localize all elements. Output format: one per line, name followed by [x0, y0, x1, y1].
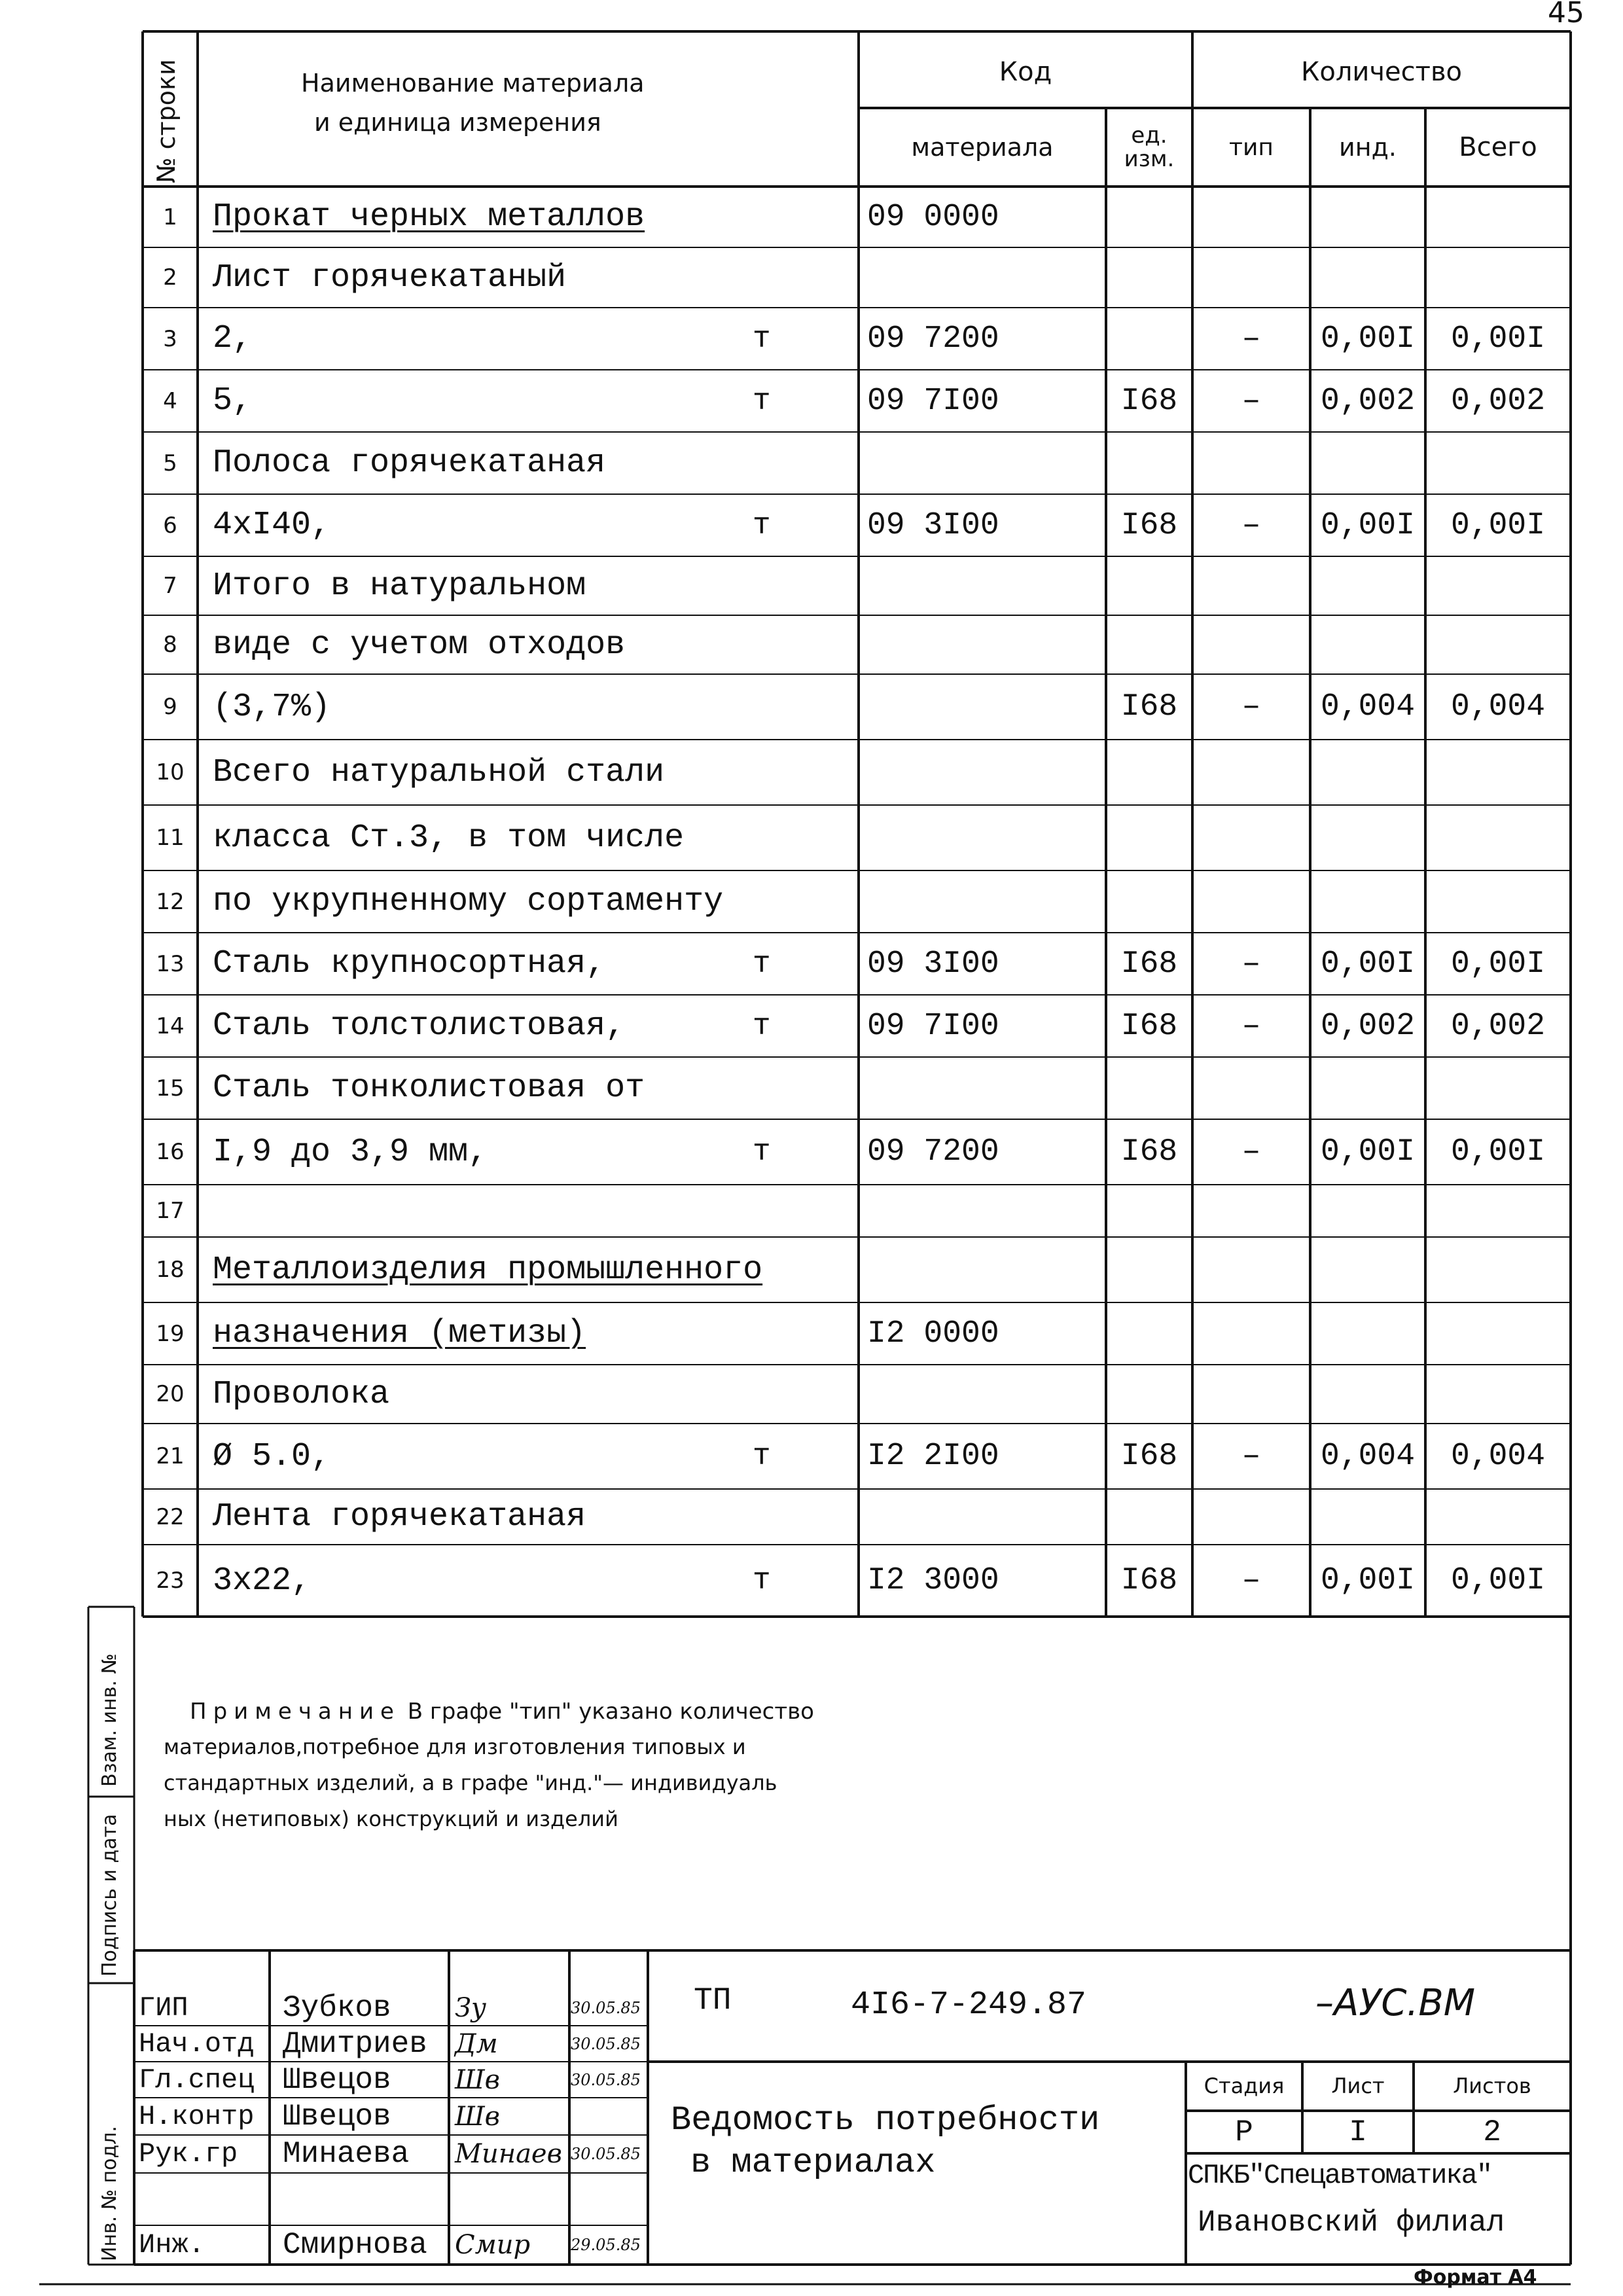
qty-typ [1192, 870, 1310, 933]
qty-ind [1310, 432, 1425, 494]
qty-total [1425, 556, 1571, 615]
qty-typ [1192, 1185, 1310, 1237]
unit-label: т [753, 384, 771, 418]
material-name: виде с учетом отходов [213, 626, 626, 664]
header-quantity: Количество [1300, 57, 1462, 87]
material-name: назначения (метизы) [213, 1315, 586, 1352]
row-number: 17 [156, 1198, 185, 1224]
unit-label: т [753, 946, 771, 981]
signer-date [571, 2173, 648, 2225]
project-code: 4I6-7-249.87 [851, 1986, 1087, 2024]
unit-label [753, 1489, 798, 1545]
qty-total [1425, 432, 1571, 494]
material-name: по укрупненному сортаменту [213, 883, 724, 920]
qty-total [1425, 187, 1571, 247]
signer-name: Зубков [283, 1990, 391, 2025]
unit-label [753, 615, 798, 674]
signer-signature: Шв [455, 2101, 500, 2132]
material-name: 3х22, [213, 1562, 312, 1600]
sheet-label: Лист [1331, 2073, 1385, 2098]
signer-name: Швецов [283, 2062, 391, 2097]
row-number: 5 [163, 450, 177, 476]
unit-label [753, 870, 798, 933]
unit-code: I68 [1120, 383, 1178, 419]
qty-typ [1192, 187, 1310, 247]
row-number: 4 [163, 387, 177, 414]
qty-typ [1192, 615, 1310, 674]
material-code [867, 805, 1103, 870]
unit-label: т [753, 1439, 771, 1473]
qty-total [1425, 1185, 1571, 1237]
signer-role: Нач.отд [139, 2028, 255, 2060]
unit-label: т [753, 508, 771, 543]
material-code [867, 1237, 1103, 1302]
row-number: 8 [163, 632, 177, 658]
qty-typ: – [1241, 1134, 1261, 1170]
qty-total [1425, 1365, 1571, 1424]
unit-code [1106, 187, 1192, 247]
signer-signature: Зу [455, 1992, 487, 2023]
doc-title-line2: в материалах [690, 2144, 936, 2182]
row-number: 14 [156, 1013, 185, 1039]
material-name: Итого в натуральном [213, 567, 586, 605]
qty-ind [1310, 556, 1425, 615]
qty-typ: – [1241, 321, 1261, 357]
material-code [867, 615, 1103, 674]
signer-role: Н.контр [139, 2100, 255, 2132]
qty-typ [1192, 432, 1310, 494]
unit-code: I68 [1120, 689, 1178, 725]
material-name: (3,7%) [213, 688, 331, 726]
qty-typ [1192, 1302, 1310, 1365]
material-code: 09 7I00 [867, 1008, 999, 1044]
header-qty-typ: тип [1229, 134, 1274, 161]
row-number: 2 [163, 264, 177, 291]
unit-code [1106, 1489, 1192, 1545]
unit-label [753, 247, 798, 308]
header-qty-ind: инд. [1339, 133, 1397, 162]
material-code [867, 740, 1103, 805]
unit-code [1106, 870, 1192, 933]
unit-code [1106, 1365, 1192, 1424]
row-number: 13 [156, 950, 185, 977]
material-code: I2 2I00 [867, 1439, 999, 1474]
material-name: Лист горячекатаный [213, 259, 567, 296]
unit-code: I68 [1120, 1134, 1178, 1170]
unit-code [1106, 556, 1192, 615]
signer-date: 30.05.85 [571, 2145, 641, 2163]
sheets-value: 2 [1483, 2115, 1501, 2149]
material-code [867, 247, 1103, 308]
signer-role: Гл.спец [139, 2064, 255, 2096]
unit-code [1106, 432, 1192, 494]
unit-code: I68 [1120, 507, 1178, 543]
material-code [867, 1185, 1103, 1237]
qty-ind: 0,00I [1320, 946, 1416, 982]
material-code: 09 3I00 [867, 946, 999, 982]
qty-typ: – [1241, 946, 1261, 982]
unit-code: I68 [1120, 1439, 1178, 1474]
project-suffix: –АУС.ВМ [1315, 1982, 1476, 2024]
qty-typ [1192, 805, 1310, 870]
material-code: 09 0000 [867, 199, 999, 235]
row-number: 3 [163, 325, 177, 352]
signer-date: 30.05.85 [571, 1998, 641, 2017]
qty-typ [1192, 740, 1310, 805]
unit-label [753, 1185, 798, 1237]
signer-date [571, 2098, 648, 2135]
signer-signature: Шв [455, 2064, 500, 2095]
unit-code: I68 [1120, 1008, 1178, 1044]
qty-total [1425, 247, 1571, 308]
unit-label [753, 187, 798, 247]
qty-ind [1310, 1057, 1425, 1119]
material-code: 09 3I00 [867, 507, 999, 543]
signer-name: Швецов [283, 2099, 391, 2134]
row-number: 6 [163, 512, 177, 539]
qty-typ: – [1241, 1563, 1261, 1598]
qty-ind [1310, 1365, 1425, 1424]
header-code-material: материала [911, 133, 1054, 162]
qty-typ [1192, 1489, 1310, 1545]
row-number: 19 [156, 1320, 185, 1347]
note-line2: материалов,потребное для изготовления типовых и [164, 1734, 746, 1759]
unit-code: I68 [1120, 946, 1178, 982]
qty-total: 0,002 [1450, 383, 1546, 419]
qty-ind: 0,002 [1320, 383, 1416, 419]
qty-total: 0,002 [1450, 1008, 1546, 1044]
unit-label [753, 805, 798, 870]
material-name: класса Ст.3, в том числе [213, 819, 685, 857]
project-prefix: ТП [694, 1983, 732, 2018]
material-name: Металлоизделия промышленного [213, 1251, 763, 1289]
unit-code [1106, 1185, 1192, 1237]
unit-code [1106, 615, 1192, 674]
qty-total: 0,004 [1450, 1439, 1546, 1474]
qty-typ [1192, 1237, 1310, 1302]
header-name-line1: Наименование материала [301, 69, 645, 98]
material-name: Проволока [213, 1375, 390, 1413]
note-line1 [190, 1698, 814, 1725]
qty-total [1425, 1489, 1571, 1545]
stage-label: Стадия [1204, 2073, 1285, 2098]
qty-ind: 0,00I [1320, 1134, 1416, 1170]
qty-total: 0,004 [1450, 689, 1546, 725]
qty-total: 0,00I [1450, 946, 1546, 982]
header-name-line2: и единица измерения [314, 108, 601, 137]
qty-ind [1310, 870, 1425, 933]
side-vzam-inv: Взам. инв. № [98, 1653, 121, 1787]
material-code [867, 1489, 1103, 1545]
material-code [867, 432, 1103, 494]
sheet-value: I [1349, 2115, 1367, 2149]
material-name: Прокат черных металлов [213, 198, 645, 236]
header-code-unit: ед. изм. [1124, 122, 1175, 172]
row-number: 23 [156, 1568, 185, 1594]
qty-ind [1310, 1302, 1425, 1365]
material-code: 09 7I00 [867, 383, 999, 419]
row-number: 21 [156, 1443, 185, 1469]
material-name [213, 1185, 736, 1237]
material-name: Сталь толстолистовая, [213, 1007, 626, 1045]
signer-name: Минаева [283, 2137, 410, 2171]
material-code: 09 7200 [867, 321, 999, 357]
header-qty-total: Всего [1459, 132, 1537, 162]
qty-total [1425, 1237, 1571, 1302]
side-inv-no: Инв. № подл. [98, 2126, 121, 2261]
row-number: 10 [156, 759, 185, 785]
qty-ind [1310, 615, 1425, 674]
material-code [867, 1057, 1103, 1119]
side-sign-date: Подпись и дата [98, 1814, 121, 1977]
unit-code [1106, 1302, 1192, 1365]
qty-ind [1310, 187, 1425, 247]
qty-total [1425, 615, 1571, 674]
qty-ind [1310, 1489, 1425, 1545]
unit-label [753, 1302, 798, 1365]
material-code [867, 674, 1103, 740]
note-line4: ных (нетиповых) конструкций и изделий [164, 1806, 618, 1831]
unit-label [753, 674, 798, 740]
signer-date: 30.05.85 [571, 2034, 641, 2053]
qty-ind: 0,004 [1320, 689, 1416, 725]
page-number: 45 [1548, 0, 1584, 29]
material-name: 2, [213, 320, 253, 357]
row-number: 11 [156, 825, 185, 851]
material-name: 5, [213, 382, 253, 420]
qty-ind: 0,00I [1320, 1563, 1416, 1598]
signer-signature [455, 2173, 566, 2225]
signer-signature: Минаев [455, 2139, 562, 2169]
material-name: 4хI40, [213, 507, 331, 544]
unit-label [753, 1365, 798, 1424]
org-line2: Ивановский филиал [1198, 2206, 1505, 2240]
format-label: Формат А4 [1414, 2266, 1537, 2289]
material-code: I2 3000 [867, 1563, 999, 1598]
qty-ind: 0,00I [1320, 321, 1416, 357]
unit-label [753, 556, 798, 615]
row-number: 16 [156, 1139, 185, 1165]
unit-label [753, 740, 798, 805]
material-name: Всего натуральной стали [213, 753, 665, 791]
unit-label: т [753, 1564, 771, 1598]
unit-label: т [753, 1009, 771, 1043]
note-line3: стандартных изделий, а в графе "инд."— индивидуаль [164, 1770, 777, 1795]
material-code [867, 556, 1103, 615]
unit-code: I68 [1120, 1563, 1178, 1598]
row-number: 1 [163, 204, 177, 230]
row-number: 18 [156, 1257, 185, 1283]
material-name: Сталь тонколистовая от [213, 1069, 645, 1107]
signer-date: 30.05.85 [571, 2070, 641, 2089]
signer-date: 29.05.85 [571, 2236, 641, 2254]
material-name: Полоса горячекатаная [213, 444, 606, 482]
material-code [867, 1365, 1103, 1424]
qty-total [1425, 1302, 1571, 1365]
signer-name: Дмитриев [283, 2026, 427, 2061]
qty-ind: 0,002 [1320, 1008, 1416, 1044]
qty-total: 0,00I [1450, 1134, 1546, 1170]
signer-role: ГИП [139, 1992, 188, 2024]
qty-ind: 0,004 [1320, 1439, 1416, 1474]
qty-total [1425, 805, 1571, 870]
qty-total: 0,00I [1450, 321, 1546, 357]
material-name: Ø 5.0, [213, 1437, 331, 1475]
header-row-number: № строки [152, 59, 181, 183]
row-number: 22 [156, 1503, 185, 1530]
unit-label [753, 1057, 798, 1119]
unit-code [1106, 740, 1192, 805]
unit-label [753, 432, 798, 494]
material-name: Лента горячекатаная [213, 1498, 586, 1535]
qty-total [1425, 740, 1571, 805]
qty-total: 0,00I [1450, 1563, 1546, 1598]
unit-label [753, 1237, 798, 1302]
sheets-label: Листов [1453, 2073, 1531, 2098]
unit-code [1106, 805, 1192, 870]
qty-total [1425, 1057, 1571, 1119]
unit-code [1106, 308, 1192, 370]
row-number: 15 [156, 1075, 185, 1102]
note-label: Примечание [190, 1698, 401, 1725]
signer-signature: Дм [455, 2028, 498, 2059]
qty-typ: – [1241, 689, 1261, 725]
signer-name: Смирнова [283, 2228, 427, 2262]
qty-typ [1192, 1365, 1310, 1424]
unit-code [1106, 247, 1192, 308]
signer-role [139, 2173, 270, 2225]
row-number: 7 [163, 573, 177, 599]
note-text1: В графе "тип" указано количество [400, 1698, 814, 1725]
qty-ind: 0,00I [1320, 507, 1416, 543]
row-number: 20 [156, 1381, 185, 1407]
unit-label: т [753, 321, 771, 356]
qty-typ: – [1241, 507, 1261, 543]
unit-code [1106, 1057, 1192, 1119]
qty-typ [1192, 556, 1310, 615]
material-name: I,9 до 3,9 мм, [213, 1133, 488, 1171]
unit-code [1106, 1237, 1192, 1302]
qty-total [1425, 870, 1571, 933]
qty-ind [1310, 247, 1425, 308]
stage-value: Р [1235, 2115, 1253, 2149]
row-number: 12 [156, 888, 185, 915]
qty-typ: – [1241, 1439, 1261, 1474]
qty-ind [1310, 1237, 1425, 1302]
signer-role: Рук.гр [139, 2138, 238, 2170]
qty-typ [1192, 1057, 1310, 1119]
signer-name [283, 2173, 449, 2225]
doc-title-line1: Ведомость потребности [671, 2101, 1100, 2140]
qty-total: 0,00I [1450, 507, 1546, 543]
signer-signature: Смир [455, 2230, 531, 2260]
row-number: 9 [163, 694, 177, 720]
unit-label: т [753, 1135, 771, 1169]
qty-ind [1310, 740, 1425, 805]
material-code: 09 7200 [867, 1134, 999, 1170]
qty-ind [1310, 1185, 1425, 1237]
material-code [867, 870, 1103, 933]
qty-typ: – [1241, 383, 1261, 419]
material-code: I2 0000 [867, 1316, 999, 1352]
org-line1: СПКБ"Спецавтоматика" [1188, 2160, 1492, 2191]
header-code: Код [999, 57, 1052, 87]
qty-typ: – [1241, 1008, 1261, 1044]
qty-ind [1310, 805, 1425, 870]
signer-role: Инж. [139, 2229, 205, 2261]
material-name: Сталь крупносортная, [213, 945, 606, 982]
qty-typ [1192, 247, 1310, 308]
